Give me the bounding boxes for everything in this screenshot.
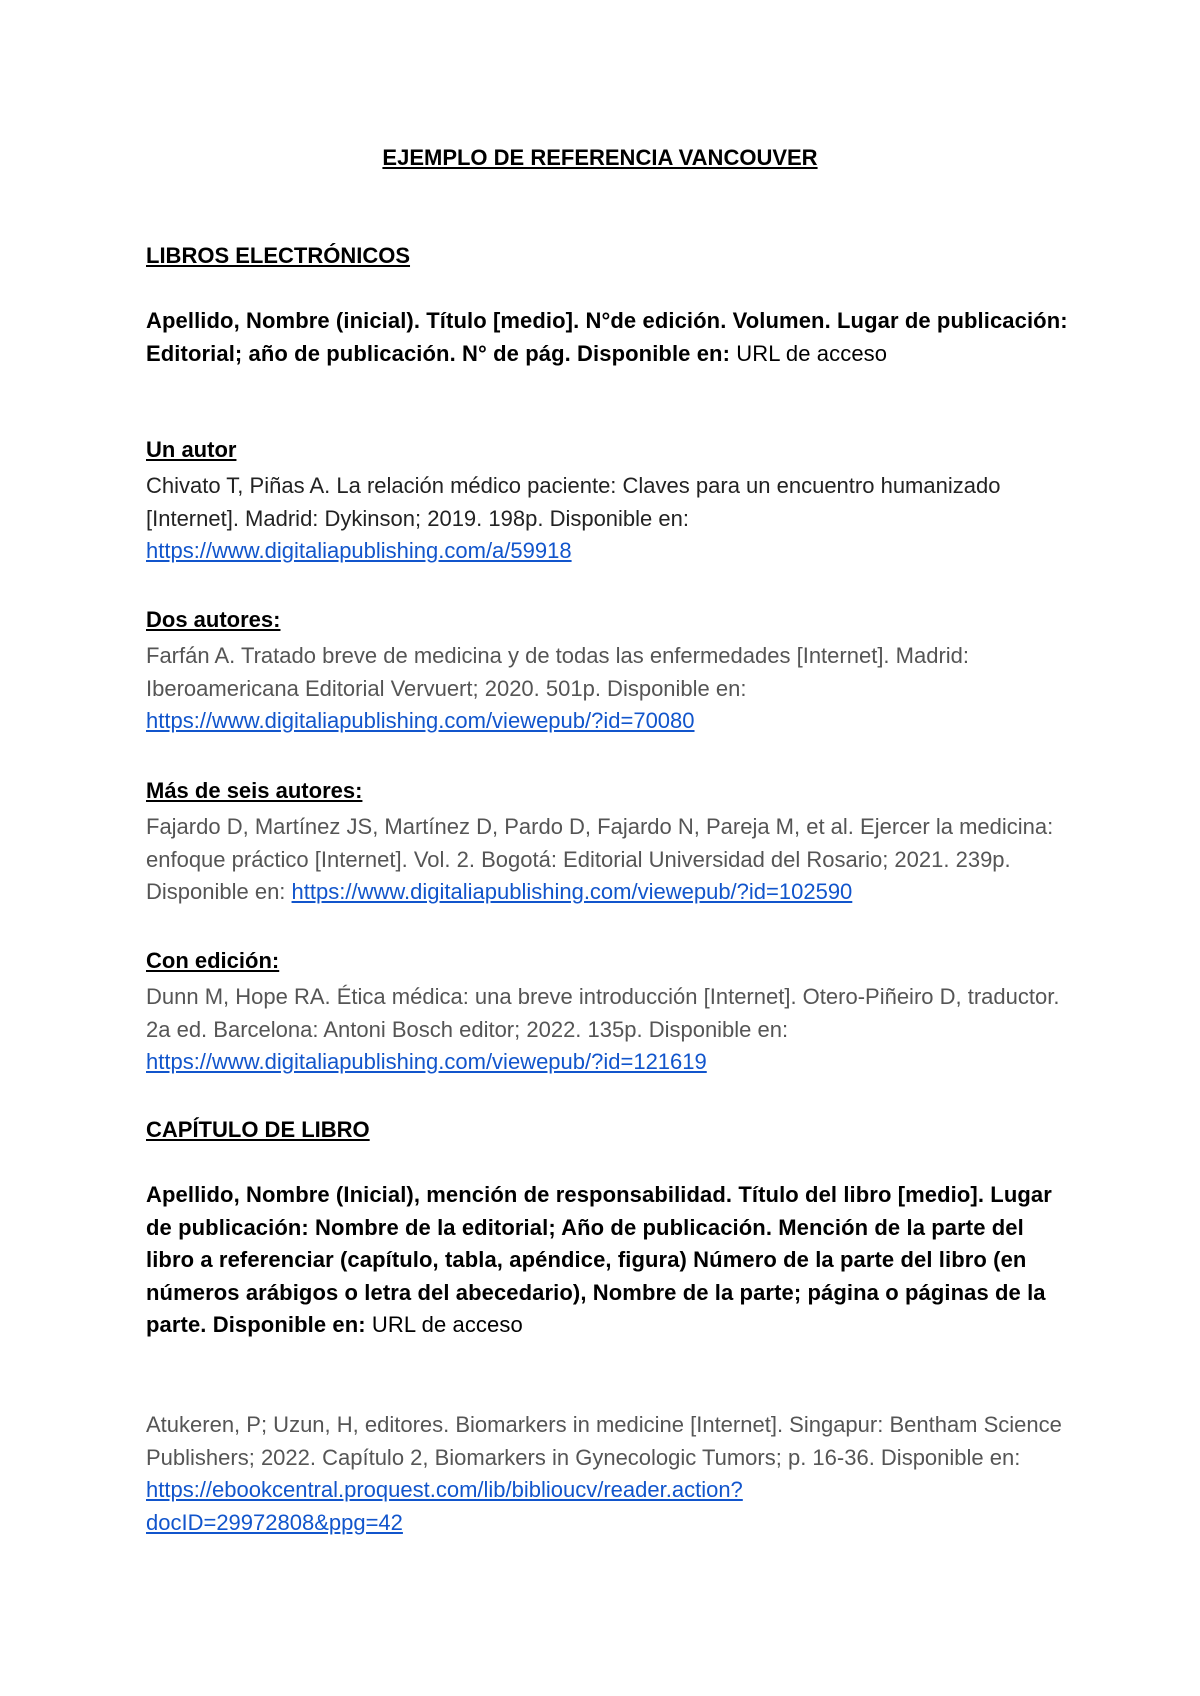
example-mas-de-seis-autores (146, 775, 1076, 909)
example-heading: Con edición: (146, 948, 280, 973)
section-capitulo-heading (146, 1114, 1076, 1146)
reference-link[interactable]: https://www.digitaliapublishing.com/viewepub/?id=121619 (146, 1049, 707, 1074)
example-con-edicion (146, 945, 1076, 1079)
reference-entry (146, 640, 1076, 738)
format-url-placeholder: URL de acceso (371, 1312, 523, 1337)
reference-entry (146, 811, 1076, 909)
reference-text: Atukeren, P; Uzun, H, editores. Biomarkers in medicine [Internet]. Singapur: Bentham Science Publishers; 2022. Capítulo 2, Biomarkers in Gynecologic Tumors; p. 16-36. Disponible en: (146, 1412, 1062, 1470)
reference-text: Chivato T, Piñas A. La relación médico paciente: Claves para un encuentro humanizado [Internet]. Madrid: Dykinson; 2019. 198p. Disponible en: (146, 473, 1001, 531)
format-text: Apellido, Nombre (inicial). Título [medio]. N°de edición. Volumen. Lugar de publicación: Editorial; año de publicación. N° de pág. Disponible en: (146, 308, 1068, 366)
capitulo-example (146, 1409, 1076, 1539)
format-description (146, 305, 1076, 370)
reference-text: Farfán A. Tratado breve de medicina y de todas las enfermedades [Internet]. Madrid: Iberoamericana Editorial Vervuert; 2020. 501p. Disponible en: (146, 643, 970, 701)
reference-entry (146, 981, 1076, 1079)
libros-format (146, 305, 1076, 370)
example-un-autor (146, 434, 1076, 568)
example-heading: Dos autores: (146, 607, 281, 632)
format-text: Apellido, Nombre (Inicial), mención de responsabilidad. Título del libro [medio]. Lugar de publicación: Nombre de la editorial; Año de publicación. Mención de la parte del libro a referenciar (capítulo, tabla, apéndice, figura) Número de la parte del libro (en números arábigos o letra del abecedario), Nombre de la parte; página o páginas de la parte. Disponible en: (146, 1182, 1052, 1337)
reference-link[interactable]: https://www.digitaliapublishing.com/viewepub/?id=102590 (291, 879, 853, 904)
section-heading: CAPÍTULO DE LIBRO (146, 1117, 370, 1142)
reference-link[interactable]: https://www.digitaliapublishing.com/viewepub/?id=70080 (146, 708, 695, 733)
reference-text: Dunn M, Hope RA. Ética médica: una breve introducción [Internet]. Otero-Piñeiro D, traductor. 2a ed. Barcelona: Antoni Bosch editor; 2022. 135p. Disponible en: (146, 984, 1060, 1042)
reference-link-continued[interactable]: docID=29972808&ppg=42 (146, 1509, 403, 1535)
reference-entry (146, 1409, 1076, 1539)
section-heading: LIBROS ELECTRÓNICOS (146, 243, 411, 268)
reference-link[interactable]: https://www.digitaliapublishing.com/a/59918 (146, 538, 572, 563)
capitulo-format (146, 1179, 1076, 1342)
format-description (146, 1179, 1076, 1342)
example-heading: Un autor (146, 437, 237, 462)
reference-text: Fajardo D, Martínez JS, Martínez D, Pardo D, Fajardo N, Pareja M, et al. Ejercer la medicina: enfoque práctico [Internet]. Vol. 2. Bogotá: Editorial Universidad del Rosario; 2021. 239p. Disponible en: (146, 814, 1054, 904)
format-url-placeholder: URL de acceso (736, 340, 888, 366)
document-title: EJEMPLO DE REFERENCIA VANCOUVER (382, 145, 818, 170)
reference-entry (146, 470, 1076, 568)
example-dos-autores (146, 604, 1076, 738)
section-libros-heading (146, 240, 1076, 272)
reference-link[interactable]: https://ebookcentral.proquest.com/lib/biblioucv/reader.action? (146, 1477, 743, 1502)
example-heading: Más de seis autores: (146, 778, 363, 803)
